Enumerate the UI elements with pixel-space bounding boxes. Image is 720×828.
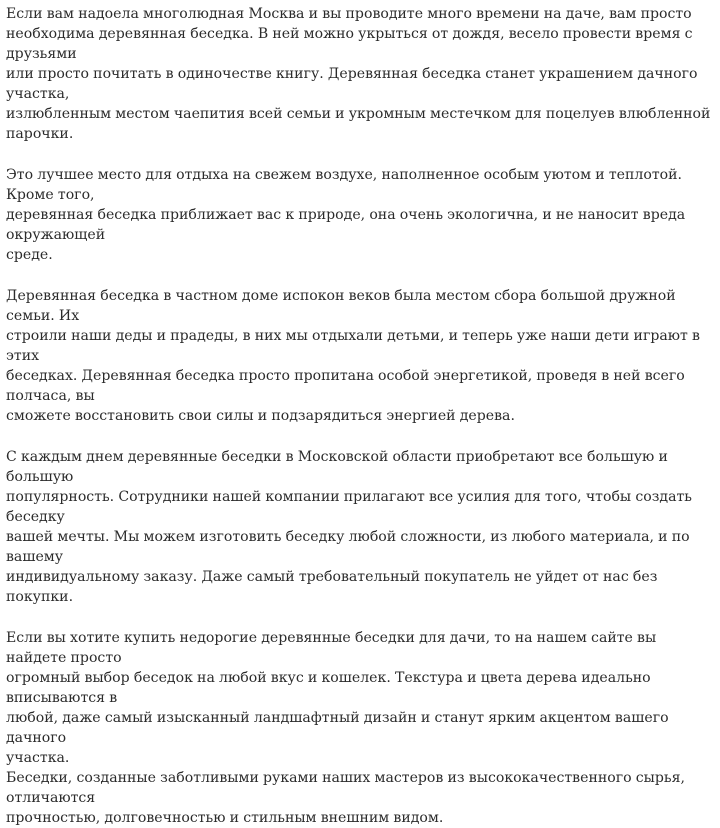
paragraph-company: С каждым днем деревянные беседки в Московской области приобретают все большую и большую популярность. Сотрудники нашей компании прилагают все усилия для того, чтобы создать беседку вашей мечты. Мы можем изготовить беседку любой сложности, из любого материала, и по вашему индивидуальному заказу. Даже самый требовательный покупатель не уйдет от нас без покупки. (6, 449, 692, 605)
paragraph-relax: Это лучшее место для отдыха на свежем воздухе, наполненное особым уютом и теплотой. Кроме того, деревянная беседка приближает вас к природе, она очень экологична, и не наносит вреда окружающей среде. (6, 167, 686, 263)
paragraph-intro: Если вам надоела многолюдная Москва и вы проводите много времени на даче, вам просто необходима деревянная беседка. В ней можно укрыться от дождя, весело провести время с друзьями или просто почитать в одиночестве книгу. Деревянная беседка станет украшением дачного участка, излюбленным местом чаепития всей семьи и укромным местечком для поцелуев влюбленной парочки. (6, 6, 711, 142)
paragraph-quality: Беседки, созданные заботливыми руками наших мастеров из высококачественного сырья, отличаются прочностью, долговечностью и стильным внешним видом. (6, 770, 685, 826)
paragraph-buy: Если вы хотите купить недорогие деревянные беседки для дачи, то на нашем сайте вы найдете просто огромный выбор беседок на любой вкус и кошелек. Текстура и цвета дерева идеально вписываются в любой, даже самый изысканный ландшафтный дизайн и станут ярким акцентом вашего дачного участка. (6, 630, 669, 766)
paragraph-family: Деревянная беседка в частном доме испокон веков была местом сбора большой дружной семьи. Их строили наши деды и прадеды, в них мы отдыхали детьми, и теперь уже наши дети играют в этих беседках. Деревянная беседка просто пропитана особой энергетикой, проведя в ней всего полчаса, вы сможете восстановить свои силы и подзарядиться энергией дерева. (6, 288, 700, 424)
